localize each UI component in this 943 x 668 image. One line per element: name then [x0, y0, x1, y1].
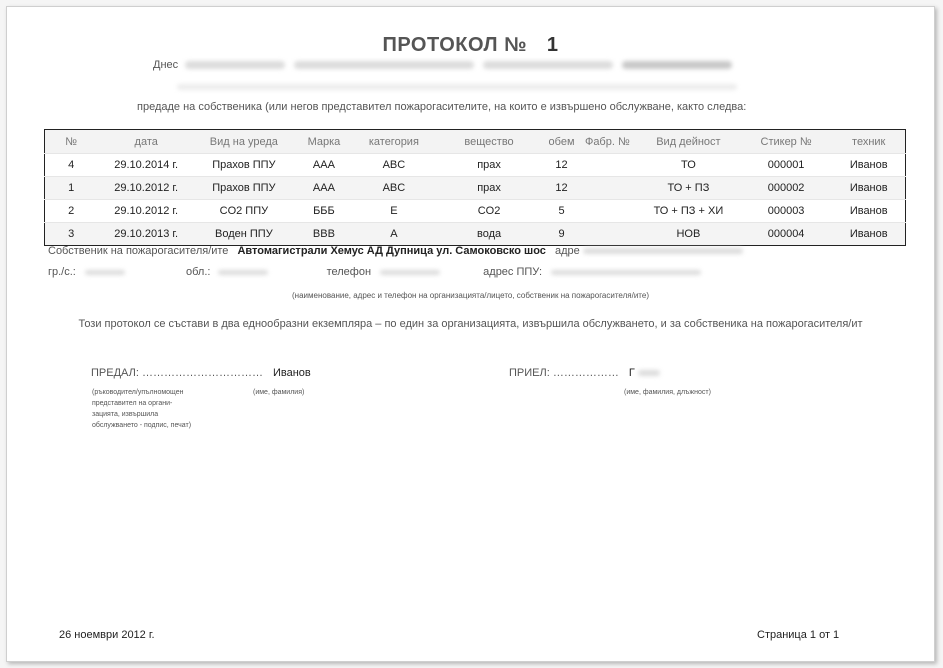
cell-no: 4	[45, 154, 98, 177]
cell-activity: НОВ	[637, 223, 740, 246]
cell-volume: 12	[545, 177, 577, 200]
cell-activity: ТО	[637, 154, 740, 177]
redacted-text	[583, 248, 743, 254]
cell-serial	[578, 223, 637, 246]
report-page	[6, 6, 935, 662]
redacted-text	[177, 84, 737, 90]
table-row	[45, 223, 906, 246]
ppu-address-label: адрес ППУ:	[483, 266, 543, 278]
phone-label: телефон	[326, 266, 372, 278]
address-line	[48, 266, 701, 278]
cell-activity: ТО + ПЗ + ХИ	[637, 200, 740, 223]
region-label: обл.:	[185, 266, 211, 278]
cell-brand: БББ	[293, 200, 355, 223]
owner-line	[48, 245, 743, 257]
cell-category: E	[355, 200, 433, 223]
cell-serial	[578, 177, 637, 200]
col-date: дата	[97, 130, 195, 154]
extinguisher-table	[44, 129, 906, 246]
redacted-text	[551, 270, 701, 275]
cell-volume: 9	[545, 223, 577, 246]
footer-page-number: Страница 1 от 1	[757, 629, 840, 641]
cell-sticker: 000002	[740, 177, 833, 200]
redacted-text	[85, 270, 125, 275]
col-sticker: Стикер №	[740, 130, 833, 154]
col-category: категория	[355, 130, 433, 154]
cell-brand: AAA	[293, 154, 355, 177]
owner-label: Собственик на пожарогасителя/ите	[48, 245, 229, 257]
owner-note: (наименование, адрес и телефон на организацията/лицето, собственик на пожарогасителя/ите)	[292, 291, 649, 300]
col-tech: техник	[832, 130, 905, 154]
cell-sticker: 000001	[740, 154, 833, 177]
cell-date: 29.10.2013 г.	[97, 223, 195, 246]
cell-category: ABC	[355, 154, 433, 177]
cell-substance: прах	[433, 154, 546, 177]
protocol-number: 1	[546, 34, 559, 56]
cell-no: 3	[45, 223, 98, 246]
redacted-text	[218, 270, 268, 275]
cell-date: 29.10.2014 г.	[97, 154, 195, 177]
intro-prefix: Днес	[153, 59, 179, 71]
table-row	[45, 200, 906, 223]
cell-serial	[578, 200, 637, 223]
cell-substance: прах	[433, 177, 546, 200]
table-header-row	[45, 130, 906, 154]
received-signature	[509, 367, 660, 379]
gave-hint	[92, 387, 191, 431]
owner-name: Автомагистрали Хемус АД Дупница ул. Самоковско шос	[237, 245, 546, 257]
received-name: Г	[628, 367, 635, 379]
redacted-text	[294, 61, 474, 69]
cell-date: 29.10.2012 г.	[97, 177, 195, 200]
cell-sticker: 000003	[740, 200, 833, 223]
cell-volume: 5	[545, 200, 577, 223]
cell-kind: Прахов ППУ	[195, 177, 293, 200]
gave-label: ПРЕДАЛ: ……………………………	[91, 367, 263, 379]
cell-sticker: 000004	[740, 223, 833, 246]
table-row	[45, 154, 906, 177]
cell-kind: Прахов ППУ	[195, 154, 293, 177]
gave-hint-line: зацията, извършила	[92, 411, 159, 418]
cell-no: 2	[45, 200, 98, 223]
cell-tech: Иванов	[832, 154, 905, 177]
cell-brand: BBB	[293, 223, 355, 246]
cell-volume: 12	[545, 154, 577, 177]
owner-address-label: адре	[554, 245, 580, 257]
received-label: ПРИЕЛ: ………………	[509, 367, 619, 379]
page-title	[7, 34, 934, 57]
col-brand: Марка	[293, 130, 355, 154]
cell-substance: вода	[433, 223, 546, 246]
gave-hint-line: (ръководител/упълномощен	[92, 389, 184, 396]
redacted-text	[622, 61, 732, 69]
cell-category: ABC	[355, 177, 433, 200]
gave-hint-line: представител на органи-	[92, 400, 173, 407]
cell-substance: CO2	[433, 200, 546, 223]
col-substance: вещество	[433, 130, 546, 154]
cell-no: 1	[45, 177, 98, 200]
gave-name: Иванов	[272, 367, 311, 379]
cell-kind: CO2 ППУ	[195, 200, 293, 223]
col-kind: Вид на уреда	[195, 130, 293, 154]
cell-tech: Иванов	[832, 223, 905, 246]
redacted-text	[638, 370, 660, 376]
redacted-text	[185, 61, 285, 69]
redacted-text	[483, 61, 613, 69]
intro-line	[153, 59, 732, 71]
cell-tech: Иванов	[832, 200, 905, 223]
table-row	[45, 177, 906, 200]
cell-tech: Иванов	[832, 177, 905, 200]
city-label: гр./с.:	[48, 266, 76, 278]
gave-signature	[91, 367, 311, 379]
redacted-text	[380, 270, 440, 275]
received-hint: (име, фамилия, длъжност)	[624, 389, 711, 396]
gave-name-hint: (име, фамилия)	[253, 389, 305, 396]
title-label: ПРОТОКОЛ №	[382, 34, 527, 56]
intro-redacted-line	[177, 81, 737, 93]
footer-date: 26 ноември 2012 г.	[59, 629, 155, 641]
protocol-statement: Този протокол се състави в два еднообразни екземпляра – по един за организацията, извършила обслужването, и за собственика на пожарогасителя/ит	[78, 318, 863, 330]
intro-handover: предаде на собственика (или негов представител пожарогасителите, на които е извършено обслужване, както следва:	[137, 101, 747, 113]
cell-brand: AAA	[293, 177, 355, 200]
cell-date: 29.10.2012 г.	[97, 200, 195, 223]
cell-category: A	[355, 223, 433, 246]
col-serial: Фабр. №	[578, 130, 637, 154]
cell-serial	[578, 154, 637, 177]
gave-hint-line: обслужването - подпис, печат)	[92, 422, 192, 429]
col-no: №	[45, 130, 98, 154]
col-volume: обем	[545, 130, 577, 154]
cell-kind: Воден ППУ	[195, 223, 293, 246]
col-activity: Вид дейност	[637, 130, 740, 154]
cell-activity: ТО + ПЗ	[637, 177, 740, 200]
